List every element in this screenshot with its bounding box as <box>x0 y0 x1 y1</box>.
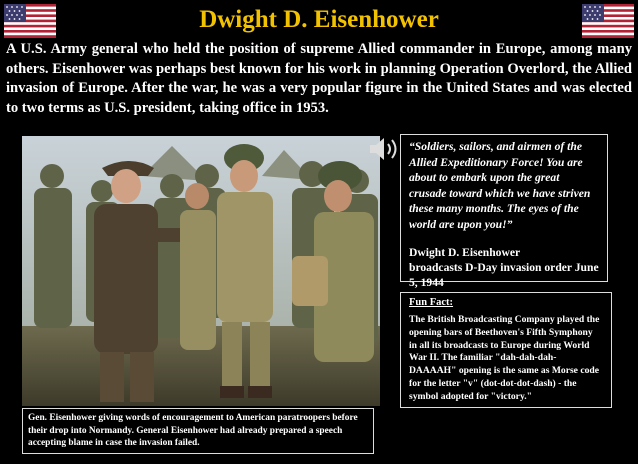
fun-fact-heading: Fun Fact: <box>409 297 454 308</box>
eisenhower-paratroopers-photo <box>22 136 380 406</box>
fun-fact-text: The British Broadcasting Company played the opening bars of Beethoven's Fifth Symphony in all its broadcasts to Europe during World War II. The familiar "dah-dah-dah-DAAAAH" opening is the same as Morse code for the letter "v" (dot-dot-dot-dash) - the symbol adopted for "victory." <box>409 314 600 402</box>
quote-box <box>400 134 608 289</box>
quote-speaker: Dwight D. Eisenhower <box>409 245 521 259</box>
page-title: Dwight D. Eisenhower <box>199 6 439 33</box>
intro-paragraph: A U.S. Army general who held the position of supreme Allied commander in Europe, among many others. Eisenhower was perhaps best known for his work in planning Operation Overlord, the Allied invasion of Europe. After the war, he was a very popular figure in the United States and was elected to two terms as U.S. president, taking office in 1953. <box>6 41 632 116</box>
speaker-icon[interactable] <box>366 134 402 164</box>
photo-caption: Gen. Eisenhower giving words of encouragement to American paratroopers before their drop into Normandy. General Eisenhower had already prepared a speech accepting blame in case the invasion failed. <box>22 408 374 454</box>
quote-context: broadcasts D-Day invasion order June 5, 1944 <box>409 260 599 289</box>
fun-fact-box <box>400 292 612 408</box>
us-flag-icon <box>582 4 634 38</box>
quote-attribution <box>409 245 599 290</box>
quote-text: “Soldiers, sailors, and airmen of the Allied Expeditionary Force! You are about to embark upon the great crusade toward which we have striven these many months. The eyes of the world are upon you!” <box>409 140 591 231</box>
